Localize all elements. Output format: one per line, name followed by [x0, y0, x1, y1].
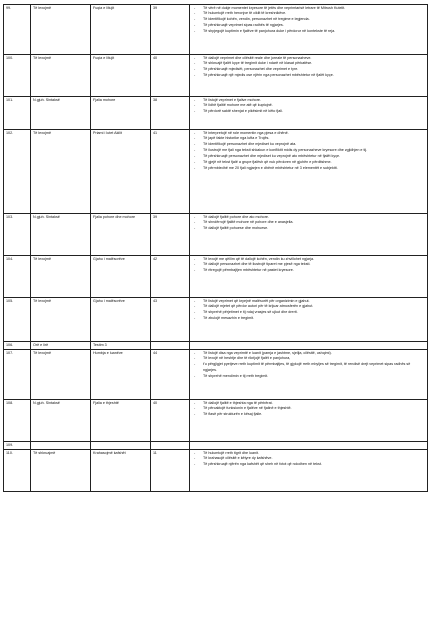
objective-item: - Të interpretojë në role momentin nga pjesa e dhënë. [192, 131, 425, 137]
table-row [4, 450, 428, 492]
lesson-number: 107. [4, 350, 31, 400]
unit-cell: Të lexojmë [31, 55, 91, 97]
objectives-list [192, 257, 425, 275]
table-row [4, 442, 428, 450]
objective-item: - Të dallojë fjalitë e thjeshta nga të përbërat. [192, 401, 425, 407]
objective-item: - Të dallojë fjalitë pohuese dhe mohuese. [192, 226, 425, 232]
objectives-list [192, 215, 425, 233]
hours-cell: 40 [151, 400, 190, 442]
table-row [4, 298, 428, 342]
objectives-cell [190, 450, 428, 492]
hours-cell: 39 [151, 5, 190, 55]
objective-item: - Të zbulojë mesazhin e tregimit. [192, 316, 425, 322]
objective-item: - Të përcaktojë funksionin e fjalëve në fjalinë e thjeshtë. [192, 406, 425, 412]
lesson-number: 105. [4, 298, 31, 342]
topic-cell: Fuqia e Mujit [91, 5, 151, 55]
unit-cell: Të shkruajmë [31, 450, 91, 492]
table-row [4, 342, 428, 350]
objective-item: - Të identifikojë kohën, vendin, personazhet në tregime e legjenda. [192, 17, 425, 23]
lesson-number: 109. [4, 442, 31, 450]
hours-cell: 44 [151, 350, 190, 400]
hours-cell: 39 [151, 214, 190, 256]
topic-cell: Priami i lutet Akilit [91, 130, 151, 214]
objective-item: - Të ritregojë përmbajtjen mbështetur në pastet kryesore. [192, 268, 425, 274]
table-row [4, 55, 428, 97]
objective-item: - Të përshkruajë mjedisët, personazhet dhe veprimet e tyre. [192, 67, 425, 73]
objectives-cell [190, 350, 428, 400]
objective-item: - Të përshkruajë veprimet sipas radhës të ngjarjes. [192, 23, 425, 29]
objective-item: - Të shndërrojë fjalitë mohore në pohore dhe e anasjella. [192, 220, 425, 226]
objective-item: - Të hulumtojë rreth heronjve të ciklit të kreshnikëve. [192, 11, 425, 17]
unit-cell: N.gjuh. Sintaksë [31, 400, 91, 442]
lesson-number: 110. [4, 450, 31, 492]
table-row [4, 5, 428, 55]
objectives-cell [190, 400, 428, 442]
objectives-list [192, 56, 425, 80]
objective-item: - Të dallojë mjetet që përdor autori për të krijuar atmosferën e gjahut. [192, 304, 425, 310]
unit-cell: Të lexojmë [31, 5, 91, 55]
unit-cell: Të lexojmë [31, 298, 91, 342]
unit-cell: Orë e lirë [31, 342, 91, 350]
objective-item: - Të listojë disa nga veprimtë e luanit (pamja e jashtme, sjellja, cilësitë, ushqimi). [192, 351, 425, 357]
topic-cell: Fuqia e Mujit [91, 55, 151, 97]
topic-cell: Humbja e luanëve [91, 350, 151, 400]
hours-cell: 43 [151, 298, 190, 342]
objectives-cell [190, 256, 428, 298]
objective-item: - Të listojë veprimet që kryejnë malësorët për organizimin e gjahut. [192, 299, 425, 305]
topic-cell [91, 442, 151, 450]
objectives-cell [190, 442, 428, 450]
topic-cell: Testim 3 [91, 342, 151, 350]
objectives-cell [190, 97, 428, 130]
objective-item: - Të shprehë mendimin e tij rreth tregimit. [192, 374, 425, 380]
objective-item: - Të shpjegojë kuptimin e fjalëve të panjohura duke i përdorur në kontekste të reja. [192, 29, 425, 35]
objectives-list [192, 299, 425, 323]
hours-cell [151, 342, 190, 350]
table-row [4, 214, 428, 256]
lesson-number: 104. [4, 256, 31, 298]
objective-item: - Të përshkruajë një mjedis ose njërin nga personazhet mbështetur në fjalët kyçe. [192, 73, 425, 79]
lesson-number: 102. [4, 130, 31, 214]
objectives-cell [190, 298, 428, 342]
objective-item: - Të ilustrojë me fjali nga teksti shkakun e konfliktit midis dy personazheve kryesore dhe zgjidhjen e tij. [192, 148, 425, 154]
objective-item: - Të gjejë në tekst fjalë a grupe fjalësh që nuk përdoren në gjuhën e përditshme. [192, 160, 425, 166]
objective-item: - Të hulumtojë rreth tigrit dhe luanit. [192, 451, 425, 457]
objectives-list [192, 401, 425, 419]
objective-item: - Të identifikojë personazhet dhe mjediset ku veprojnë ata. [192, 142, 425, 148]
lesson-number: 101. [4, 97, 31, 130]
hours-cell: 38 [151, 97, 190, 130]
objectives-cell [190, 342, 428, 350]
hours-cell: 11 [151, 450, 190, 492]
curriculum-table-body [4, 5, 428, 492]
table-row [4, 400, 428, 442]
objectives-cell [190, 130, 428, 214]
unit-cell: N.gjuh. Sintaksë [31, 214, 91, 256]
objective-item: - Të krahasojë cilësitë e këtyre dy kafshëve. [192, 456, 425, 462]
unit-cell: Të lexojmë [31, 350, 91, 400]
topic-cell: Gjahu i malësorëve [91, 298, 151, 342]
objectives-list [192, 451, 425, 469]
objective-item: - t'u përgjigjet pyetjeve rreth kuptimit të përmbajtjes, të gjykojë rreth mbyljes së tregimit, të rendisë drejt veprimet sipas radhës së ngjarjes. [192, 362, 425, 374]
objective-item: - Të përshkruajë personazhet dhe mjediset ku veprojnë ato mbështetur në fjalët kyçe. [192, 154, 425, 160]
table-row [4, 256, 428, 298]
objectives-list [192, 6, 425, 36]
table-row [4, 350, 428, 400]
topic-cell: Gjahu i malësorëve [91, 256, 151, 298]
objective-item: - Të lexojë në heshtje dhe të rikrijojë fjalët e panjohura, [192, 356, 425, 362]
topic-cell: Fjalia e thjeshtë [91, 400, 151, 442]
objective-item: - Të japë fakte historike nga lufta e Trojës. [192, 136, 425, 142]
objective-item: - Të lexojë me qëllim që të dallojë kohën, vendin ku zhvillohet ngjarja. [192, 257, 425, 263]
topic-cell: Fjalia mohore [91, 97, 151, 130]
lesson-number: 99. [4, 5, 31, 55]
hours-cell: 42 [151, 256, 190, 298]
table-row [4, 130, 428, 214]
objective-item: - Të përdorë saktë shenjat e pikësimit në këto fjali. [192, 109, 425, 115]
topic-cell: Krahasojmë kafshët [91, 450, 151, 492]
unit-cell [31, 442, 91, 450]
objective-item: - Të shkruajë fjalët kyçe të tregimit duke i ndarë në klasat përkatëse. [192, 61, 425, 67]
objectives-list [192, 351, 425, 381]
lesson-number: 108. [4, 400, 31, 442]
lesson-number: 103. [4, 214, 31, 256]
hours-cell: 40 [151, 55, 190, 97]
hours-cell [151, 442, 190, 450]
hours-cell: 41 [151, 130, 190, 214]
objective-item: - Të shprehë përjetimet e tij ndaj vrasjes së ujkut dhe drerit. [192, 310, 425, 316]
objective-item: - Të përmbledhë me 20 fjali ngjarjen e dhënë mbështetur në 3 elementët e subjektit. [192, 166, 425, 172]
objectives-cell [190, 214, 428, 256]
unit-cell: N.gjuh. Sintaksë [31, 97, 91, 130]
objective-item: - Të dallojë fjalitë pohore dhe ato mohore. [192, 215, 425, 221]
topic-cell: Fjalia pohore dhe mohore [91, 214, 151, 256]
objective-item: - Të përshkruajë njërën nga kafshët që sheh në fotot që ndodhen në tekst. [192, 462, 425, 468]
lesson-number: 106. [4, 342, 31, 350]
unit-cell: Të lexojmë [31, 130, 91, 214]
lesson-number: 100. [4, 55, 31, 97]
curriculum-table [3, 4, 428, 492]
objectives-list [192, 131, 425, 172]
objective-item: - Të dallojë personazhet dhe të ilustrojë tiparet me pjesë nga teksti. [192, 262, 425, 268]
objective-item: - Të listojë veprimet e fjalive mohore. [192, 98, 425, 104]
table-row [4, 97, 428, 130]
objective-item: - Të lidhë fjalitë mohore me atë që kuptojnë. [192, 103, 425, 109]
objective-item: - Të dallojë veprimet dhe cilësitë reale dhe joreale të personazheve. [192, 56, 425, 62]
objectives-list [192, 98, 425, 116]
objectives-cell [190, 5, 428, 55]
objective-item: - Të flasë për strukturën e kësaj fjalie. [192, 412, 425, 418]
unit-cell: Të lexojmë [31, 256, 91, 298]
objective-item: - Të vërë në dukje momentet kryesore të jetës dhe veprimtarisë letrare të Mitrush Kutelit. [192, 6, 425, 12]
objectives-cell [190, 55, 428, 97]
